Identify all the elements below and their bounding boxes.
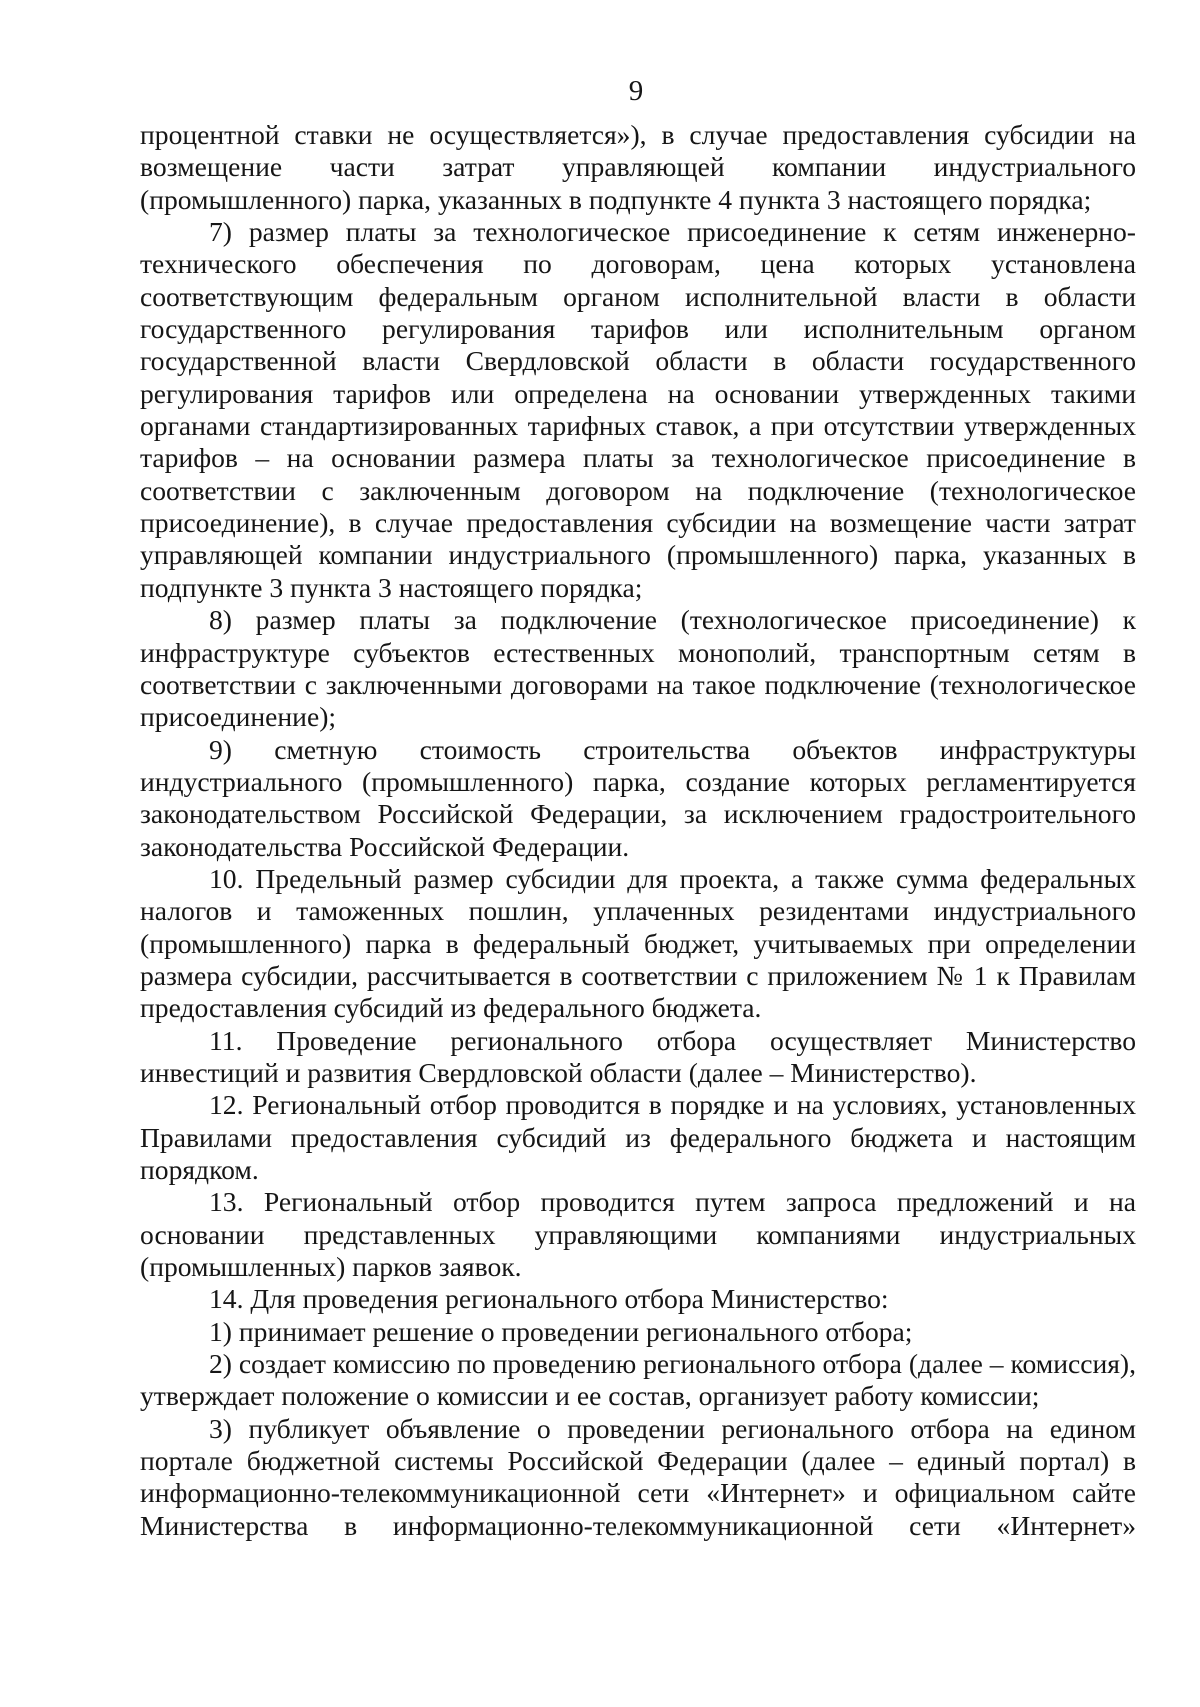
document-body — [140, 119, 1136, 1542]
paragraph-continuation: процентной ставки не осуществляется»), в случае предоставления субсидии на возмещение части затрат управляющей компании индустриального (промышленного) парка, указанных в подпункте 4 пункта 3 настоящего порядка; — [140, 119, 1136, 215]
paragraph-item-7: 7) размер платы за технологическое присоединение к сетям инженерно-технического обеспечения по договорам, цена которых установлена соответствующим федеральным органом исполнительной власти в области государственного регулирования тарифов или исполнительным органом государственной власти Свердловской области в области государственного регулирования тарифов или определена на основании утвержденных такими органами стандартизированных тарифных ставок, а при отсутствии утвержденных тарифов – на основании размера платы за технологическое присоединение в соответствии с заключенным договором на подключение (технологическое присоединение), в случае предоставления субсидии на возмещение части затрат управляющей компании индустриального (промышленного) парка, указанных в подпункте 3 пункта 3 настоящего порядка; — [140, 216, 1136, 603]
paragraph-subitem-2: 2) создает комиссию по проведению регионального отбора (далее – комиссия), утверждает положение о комиссии и ее состав, организует работу комиссии; — [140, 1348, 1136, 1412]
paragraph-subitem-1: 1) принимает решение о проведении регионального отбора; — [209, 1315, 913, 1347]
paragraph-clause-11: 11. Проведение регионального отбора осуществляет Министерство инвестиций и развития Свердловской области (далее – Министерство). — [140, 1024, 1136, 1088]
paragraph-subitem-3: 3) публикует объявление о проведении регионального отбора на едином портале бюджетной системы Российской Федерации (далее – единый портал) в информационно-телекоммуникационной сети «Интернет» и официальном сайте Министерства в информационно-телекоммуникационной сети «Интернет» — [140, 1412, 1136, 1541]
page-number: 9 — [628, 75, 644, 107]
paragraph-clause-13: 13. Региональный отбор проводится путем запроса предложений и на основании представленных управляющими компаниями индустриальных (промышленных) парков заявок. — [140, 1186, 1136, 1283]
paragraph-clause-10: 10. Предельный размер субсидии для проекта, а также сумма федеральных налогов и таможенных пошлин, уплаченных резидентами индустриального (промышленного) парка в федеральный бюджет, учитываемых при определении размера субсидии, рассчитывается в соответствии с приложением № 1 к Правилам предоставления субсидий из федерального бюджета. — [140, 862, 1136, 1024]
paragraph-clause-12: 12. Региональный отбор проводится в порядке и на условиях, установленных Правилами предоставления субсидий из федерального бюджета и настоящим порядком. — [140, 1089, 1136, 1185]
paragraph-item-9: 9) сметную стоимость строительства объектов инфраструктуры индустриального (промышленного) парка, создание которых регламентируется законодательством Российской Федерации, за исключением градостроительного законодательства Российской Федерации. — [140, 733, 1136, 862]
paragraph-item-8: 8) размер платы за подключение (технологическое присоединение) к инфраструктуре субъектов естественных монополий, транспортным сетям в соответствии с заключенными договорами на такое подключение (технологическое присоединение); — [140, 604, 1136, 733]
paragraph-clause-14: 14. Для проведения регионального отбора Министерство: — [209, 1283, 889, 1315]
